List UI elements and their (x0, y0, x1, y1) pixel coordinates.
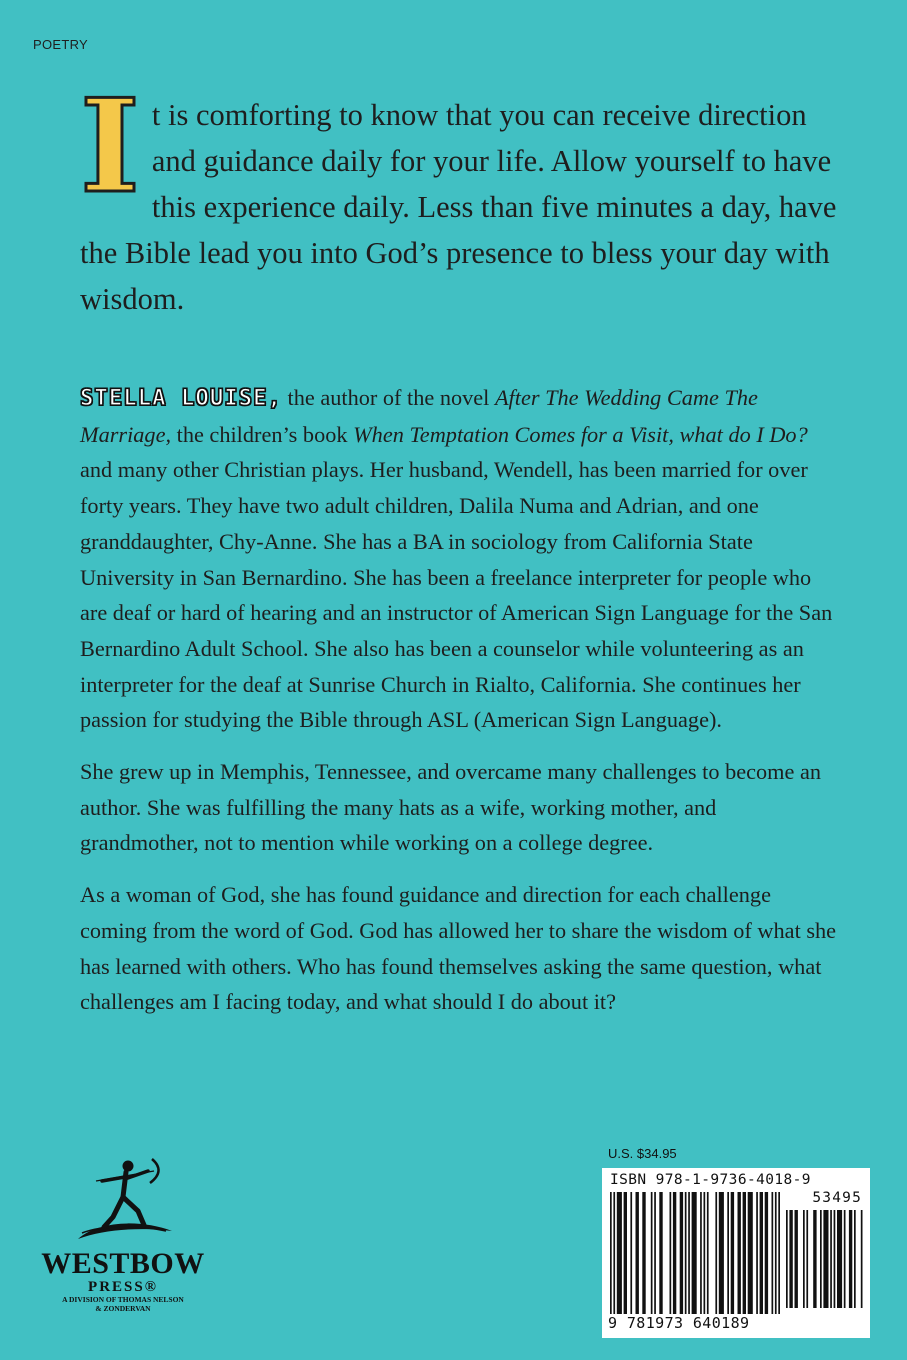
blurb-text: t is comforting to know that you can receive direction and guidance daily for your life. Allow yourself to have this experience daily. Less than five minutes a day, have the Bible lead you into God’s presence to bless your day with wisdom. (80, 98, 837, 316)
barcode-bar (700, 1192, 702, 1314)
ean-bars (610, 1192, 782, 1314)
barcode-bar (806, 1210, 808, 1308)
publisher-logo (28, 1155, 218, 1313)
bio-p1-c: and many other Christian plays. Her husband, Wendell, has been married for over forty years. They have two adult children, Dalila Numa and Adrian, and one granddaughter, Chy-Anne. She has a BA in sociology from California State University in San Bernardino. She has been a freelance interpreter for people who are deaf or hard of hearing and an instructor of American Sign Language for the San Bernardino Adult School. She also has been a counselor while volunteering as an interpreter for the deaf at Sunrise Church in Rialto, California. She continues her passion for studying the Bible through ASL (American Sign Language). (80, 457, 833, 733)
bio-paragraph-3: As a woman of God, she has found guidance and direction for each challenge coming from the word of God. God has allowed her to share the wisdom of what she has learned with others. Who has found themselves asking the same question, what challenges am I facing today, and what should I do about it? (80, 882, 837, 1015)
barcode-bar (624, 1192, 627, 1314)
bio-paragraph-1 (80, 380, 840, 738)
author-name: STELLA LOUISE, (80, 385, 282, 411)
barcode-bar (813, 1210, 816, 1308)
barcode-bar (844, 1210, 846, 1308)
childrens-book-title: When Temptation Comes for a Visit, what do I Do? (353, 421, 808, 447)
barcode-bar (636, 1192, 639, 1314)
barcode-bar (692, 1192, 697, 1314)
barcode-bar (743, 1192, 746, 1314)
drop-cap: I (80, 72, 140, 222)
barcode-bar (795, 1210, 798, 1308)
barcode-bar (715, 1192, 717, 1314)
barcode-bar (651, 1192, 653, 1314)
genre-label: POETRY (33, 37, 89, 52)
novel-title: After The Wedding Came The Marriage, (80, 385, 758, 447)
barcode-bar (760, 1192, 763, 1314)
barcode-bar (834, 1210, 836, 1308)
barcode-bar (756, 1192, 758, 1314)
bio-p1-b: the children’s book (171, 421, 354, 447)
author-bio (80, 380, 840, 1036)
barcode-bar (823, 1210, 828, 1308)
isbn-barcode (602, 1168, 870, 1338)
barcode-bar (630, 1192, 632, 1314)
barcode-bar (707, 1192, 709, 1314)
barcode-bar (775, 1192, 777, 1314)
barcode-bar (617, 1192, 622, 1314)
barcode-bar (688, 1192, 690, 1314)
barcode-bar (738, 1192, 741, 1314)
barcode-bar (789, 1210, 792, 1308)
price-code: 53495 (812, 1190, 862, 1206)
barcode-bar (786, 1210, 788, 1308)
barcode-bar (748, 1192, 753, 1314)
blurb (80, 72, 840, 322)
barcode-bar (837, 1210, 842, 1308)
barcode-bar (803, 1210, 805, 1308)
publisher-press: PRESS® (88, 1279, 158, 1295)
archer-icon (68, 1155, 178, 1245)
publisher-division-1: A DIVISION OF THOMAS NELSON (62, 1295, 184, 1304)
publisher-name: WESTBOW (41, 1247, 205, 1280)
barcode-bar (610, 1192, 612, 1314)
price-label: U.S. $34.95 (608, 1146, 677, 1161)
barcode-bar (673, 1192, 676, 1314)
barcode-bar (727, 1192, 729, 1314)
barcode-bar (654, 1192, 656, 1314)
barcode-bar (704, 1192, 706, 1314)
addon-bars (786, 1210, 864, 1308)
barcode-bar (849, 1210, 852, 1308)
bio-paragraph-2: She grew up in Memphis, Tennessee, and overcame many challenges to become an author. She was fulfilling the many hats as a wife, working mother, and grandmother, not to mention while working on a college degree. (80, 759, 822, 856)
barcode-bar (861, 1210, 863, 1308)
barcode-bar (680, 1192, 683, 1314)
barcode-bar (731, 1192, 734, 1314)
barcode-bar (719, 1192, 724, 1314)
bio-p1-a: the author of the novel (281, 385, 495, 410)
barcode-bar (830, 1210, 832, 1308)
ean-digits: 9 781973 640189 (608, 1314, 750, 1332)
barcode-bar (613, 1192, 615, 1314)
barcode-bar (772, 1192, 774, 1314)
publisher-division-2: & ZONDERVAN (95, 1304, 151, 1313)
isbn-number: ISBN 978-1-9736-4018-9 (610, 1172, 811, 1188)
barcode-bar (820, 1210, 822, 1308)
barcode-bar (659, 1192, 662, 1314)
barcode-bar (765, 1192, 768, 1314)
barcode-bar (778, 1192, 780, 1314)
barcode-bar (670, 1192, 672, 1314)
barcode-bar (642, 1192, 645, 1314)
barcode-bar (685, 1192, 687, 1314)
barcode-bar (854, 1210, 856, 1308)
